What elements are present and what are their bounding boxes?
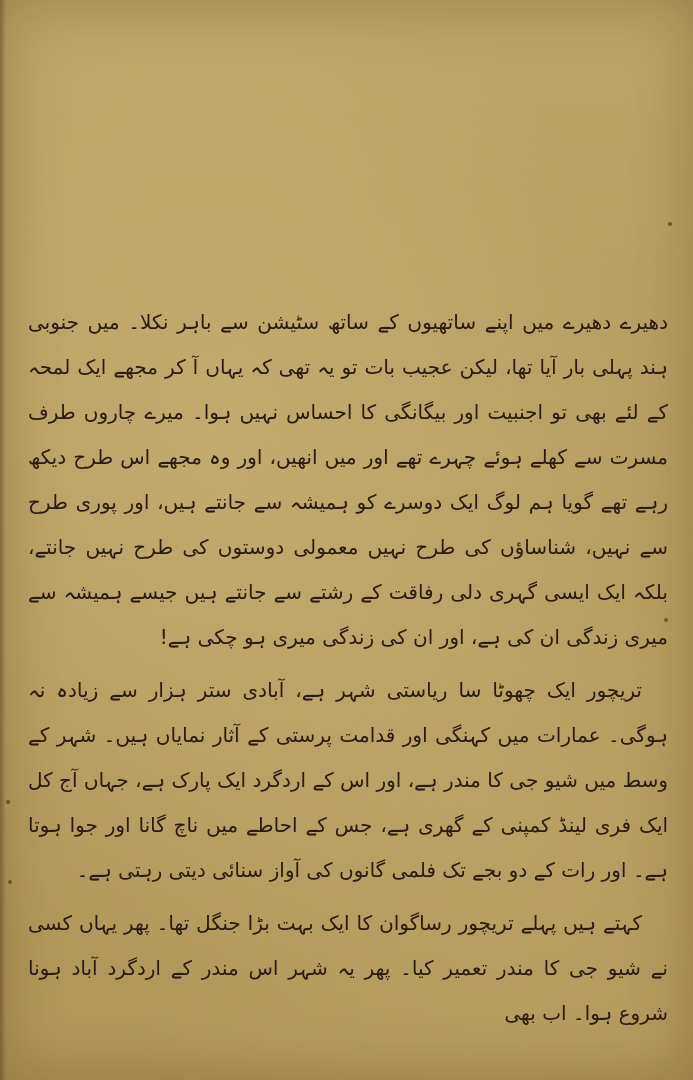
paper-speck (8, 880, 12, 884)
paper-speck (6, 800, 10, 804)
paragraph-2: تریچور ایک چھوٹا سا ریاستی شہر ہے، آبادی ستر ہزار سے زیادہ نہ ہوگی۔ عمارات میں کہنگی اور قدامت پرستی کے آثار نمایاں ہیں۔ شہر کے وسط میں شیو جی کا مندر ہے، اور اس کے اردگرد ایک پارک ہے، جہاں آج کل ایک فری لینڈ کمپنی کے گھری ہے، جس کے احاطے میں ناچ گانا اور جوا ہوتا ہے۔ اور رات کے دو بجے تک فلمی گانوں کی آواز سنائی دیتی رہتی ہے۔ (28, 678, 668, 882)
urdu-text-block (28, 300, 668, 1036)
paper-speck (668, 222, 672, 226)
paragraph-1: دھیرے دھیرے میں اپنے ساتھیوں کے ساتھ سٹیشن سے باہر نکلا۔ میں جنوبی ہند پہلی بار آیا تھا، لیکن عجیب بات تو یہ تھی کہ یہاں آ کر مجھے ایک لمحہ کے لئے بھی تو اجنبیت اور بیگانگی کا احساس نہیں ہوا۔ میرے چاروں طرف مسرت سے کھلے ہوئے چہرے تھے اور میں انھیں، اور وہ مجھے اس طرح دیکھ رہے تھے گویا ہم لوگ ایک دوسرے کو ہمیشہ سے جانتے ہیں، اور پوری طرح سے نہیں، شناساؤں کی طرح نہیں معمولی دوستوں کی طرح نہیں جانتے، بلکہ ایک ایسی گہری دلی رفاقت کے رشتے سے جانتے ہیں جیسے ہمیشہ سے میری زندگی ان کی ہے، اور ان کی زندگی میری ہو چکی ہے! (28, 310, 668, 649)
page-edge-shadow (0, 0, 6, 1080)
paragraph-3: کہتے ہیں پہلے تریچور رساگوان کا ایک بہت بڑا جنگل تھا۔ پھر یہاں کسی نے شیو جی کا مندر تعمیر کیا۔ پھر یہ شہر اس مندر کے اردگرد آباد ہونا شروع ہوا۔ اب بھی (28, 911, 668, 1025)
